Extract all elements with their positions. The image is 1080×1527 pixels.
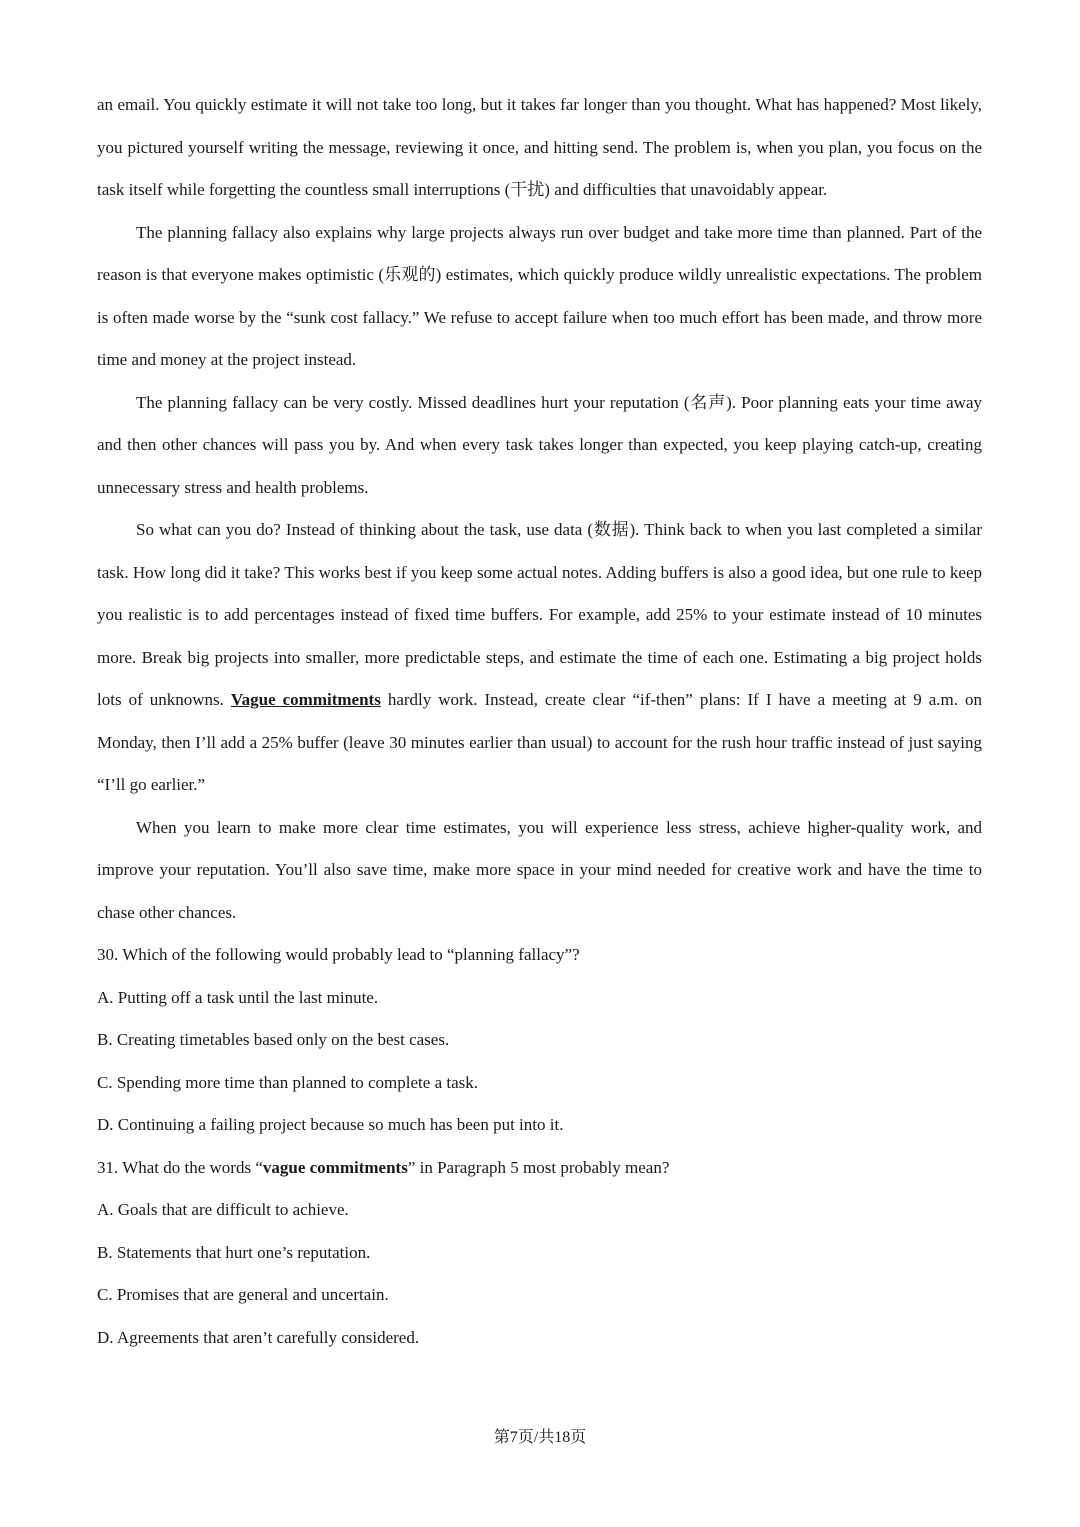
paragraph-2: The planning fallacy also explains why large projects always run over budget and take more time than planned. Part of the reason is that everyone makes optimistic (乐观的) estimates, which quickly produce wildly unrealistic expectations. The problem is often made worse by the “sunk cost fallacy.” We refuse to accept failure when too much effort has been made, and throw more time and money at the project instead.	[97, 222, 982, 369]
question-31-option-b: B. Statements that hurt one’s reputation.	[97, 1242, 371, 1262]
paragraph-4-text-start: So what can you do? Instead of thinking about the task, use data (数据). Think back to when you last completed a similar task. How long did it take? This works best if you keep some actual notes. Adding buffers is also a good idea, but one rule to keep you realistic is to add percentages instead of fixed time buffers. For example, add 25% to your estimate instead of 10 minutes more. Break big projects into smaller, more predictable steps, and estimate the time of each one. Estimating a big project holds lots of unknowns.	[97, 520, 982, 709]
paragraph-4	[97, 509, 982, 807]
question-30-option-a: A. Putting off a task until the last minute.	[97, 987, 379, 1007]
page-number-footer: 第7页/共18页	[493, 1429, 587, 1446]
paragraph-5: When you learn to make more clear time estimates, you will experience less stress, achieve higher-quality work, and improve your reputation. You’ll also save time, make more space in your mind needed for creative work and have the time to chase other chances.	[97, 817, 982, 922]
question-31-option-d: D. Agreements that aren’t carefully considered.	[97, 1327, 420, 1347]
question-31-stem-start: 31. What do the words “	[97, 1157, 263, 1177]
question-31-stem	[97, 1147, 982, 1190]
paragraph-1: an email. You quickly estimate it will not take too long, but it takes far longer than you thought. What has happened? Most likely, you pictured yourself writing the message, reviewing it once, and hitting send. The problem is, when you plan, you focus on the task itself while forgetting the countless small interruptions (干扰) and difficulties that unavoidably appear.	[97, 95, 982, 199]
question-31-keyword: vague commitments	[262, 1157, 408, 1177]
question-30-stem: 30. Which of the following would probably lead to “planning fallacy”?	[97, 945, 580, 964]
question-31-option-a: A. Goals that are difficult to achieve.	[97, 1200, 349, 1219]
document-page	[97, 84, 982, 1359]
question-31-option-c: C. Promises that are general and uncertain.	[97, 1285, 389, 1304]
question-30-option-c: C. Spending more time than planned to complete a task.	[97, 1072, 478, 1092]
question-30-option-b: B. Creating timetables based only on the best cases.	[97, 1030, 450, 1049]
paragraph-3: The planning fallacy can be very costly. Missed deadlines hurt your reputation (名声). Poor planning eats your time away and then other chances will pass you by. And when every task takes longer than expected, you keep playing catch-up, creating unnecessary stress and health problems.	[97, 392, 982, 497]
question-30-option-d: D. Continuing a failing project because so much has been put into it.	[97, 1115, 564, 1134]
question-31-stem-end: ” in Paragraph 5 most probably mean?	[407, 1157, 670, 1177]
vague-commitments-highlight: Vague commitments	[230, 690, 381, 709]
paragraph-4-text-end: hardly work. Instead, create clear “if-then” plans: If I have a meeting at 9 a.m. on Monday, then I’ll add a 25% buffer (leave 30 minutes earlier than usual) to account for the rush hour traffic instead of just saying “I’ll go earlier.”	[97, 690, 982, 794]
